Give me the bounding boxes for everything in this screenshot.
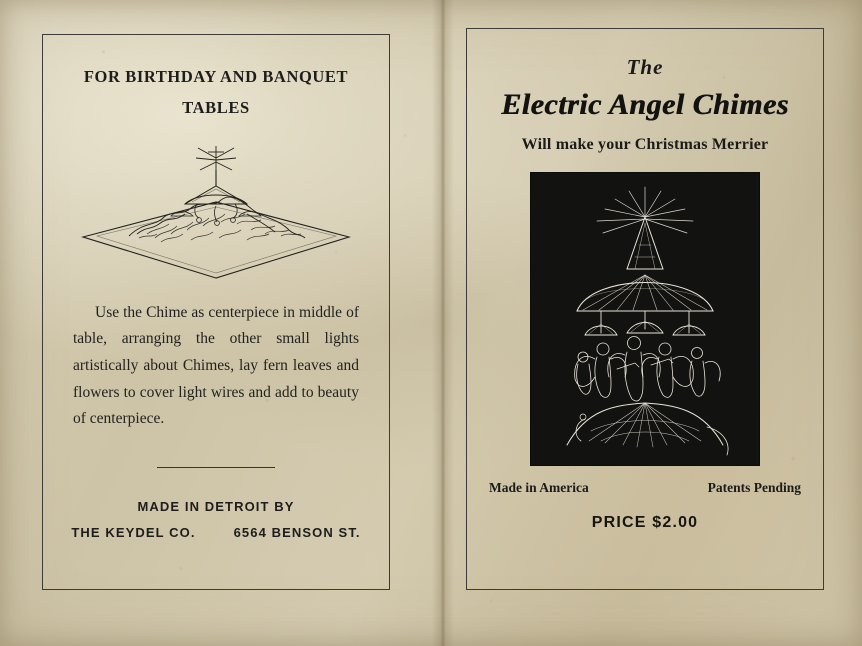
left-panel-heading-line-2: TABLES [182, 98, 250, 118]
imprint-address: 6564 BENSON ST. [233, 525, 361, 541]
right-panel [466, 28, 824, 590]
imprint-line-1: MADE IN DETROIT BY [137, 499, 295, 515]
divider-rule [157, 467, 275, 469]
made-in-america-label: Made in America [489, 480, 589, 495]
angel-chimes-product-plate [530, 172, 760, 466]
angel-chimes-engraving [531, 173, 759, 465]
plate-caption-row [489, 480, 801, 496]
chime-centerpiece-illustration [51, 130, 381, 282]
imprint-line-2 [43, 520, 389, 546]
price-label: PRICE $2.00 [591, 514, 699, 531]
left-panel-heading-line-1: FOR BIRTHDAY AND BANQUET [83, 67, 349, 86]
left-panel-heading [73, 61, 359, 124]
product-subtitle: Will make your Christmas Merrier [521, 136, 769, 153]
patents-pending-label: Patents Pending [707, 480, 801, 495]
center-fold-crease [432, 0, 454, 646]
imprint-company: THE KEYDEL CO. [71, 525, 196, 541]
left-panel [42, 34, 390, 590]
imprint-block [43, 494, 389, 546]
title-article-the: The [626, 55, 664, 79]
left-panel-body-text: Use the Chime as centerpiece in middle of table, arranging the other small lights artistically about Chimes, lay fern leaves and flowers to cover light wires and add to beauty of centerpiece. [73, 303, 359, 428]
product-title: Electric Angel Chimes [501, 88, 789, 121]
